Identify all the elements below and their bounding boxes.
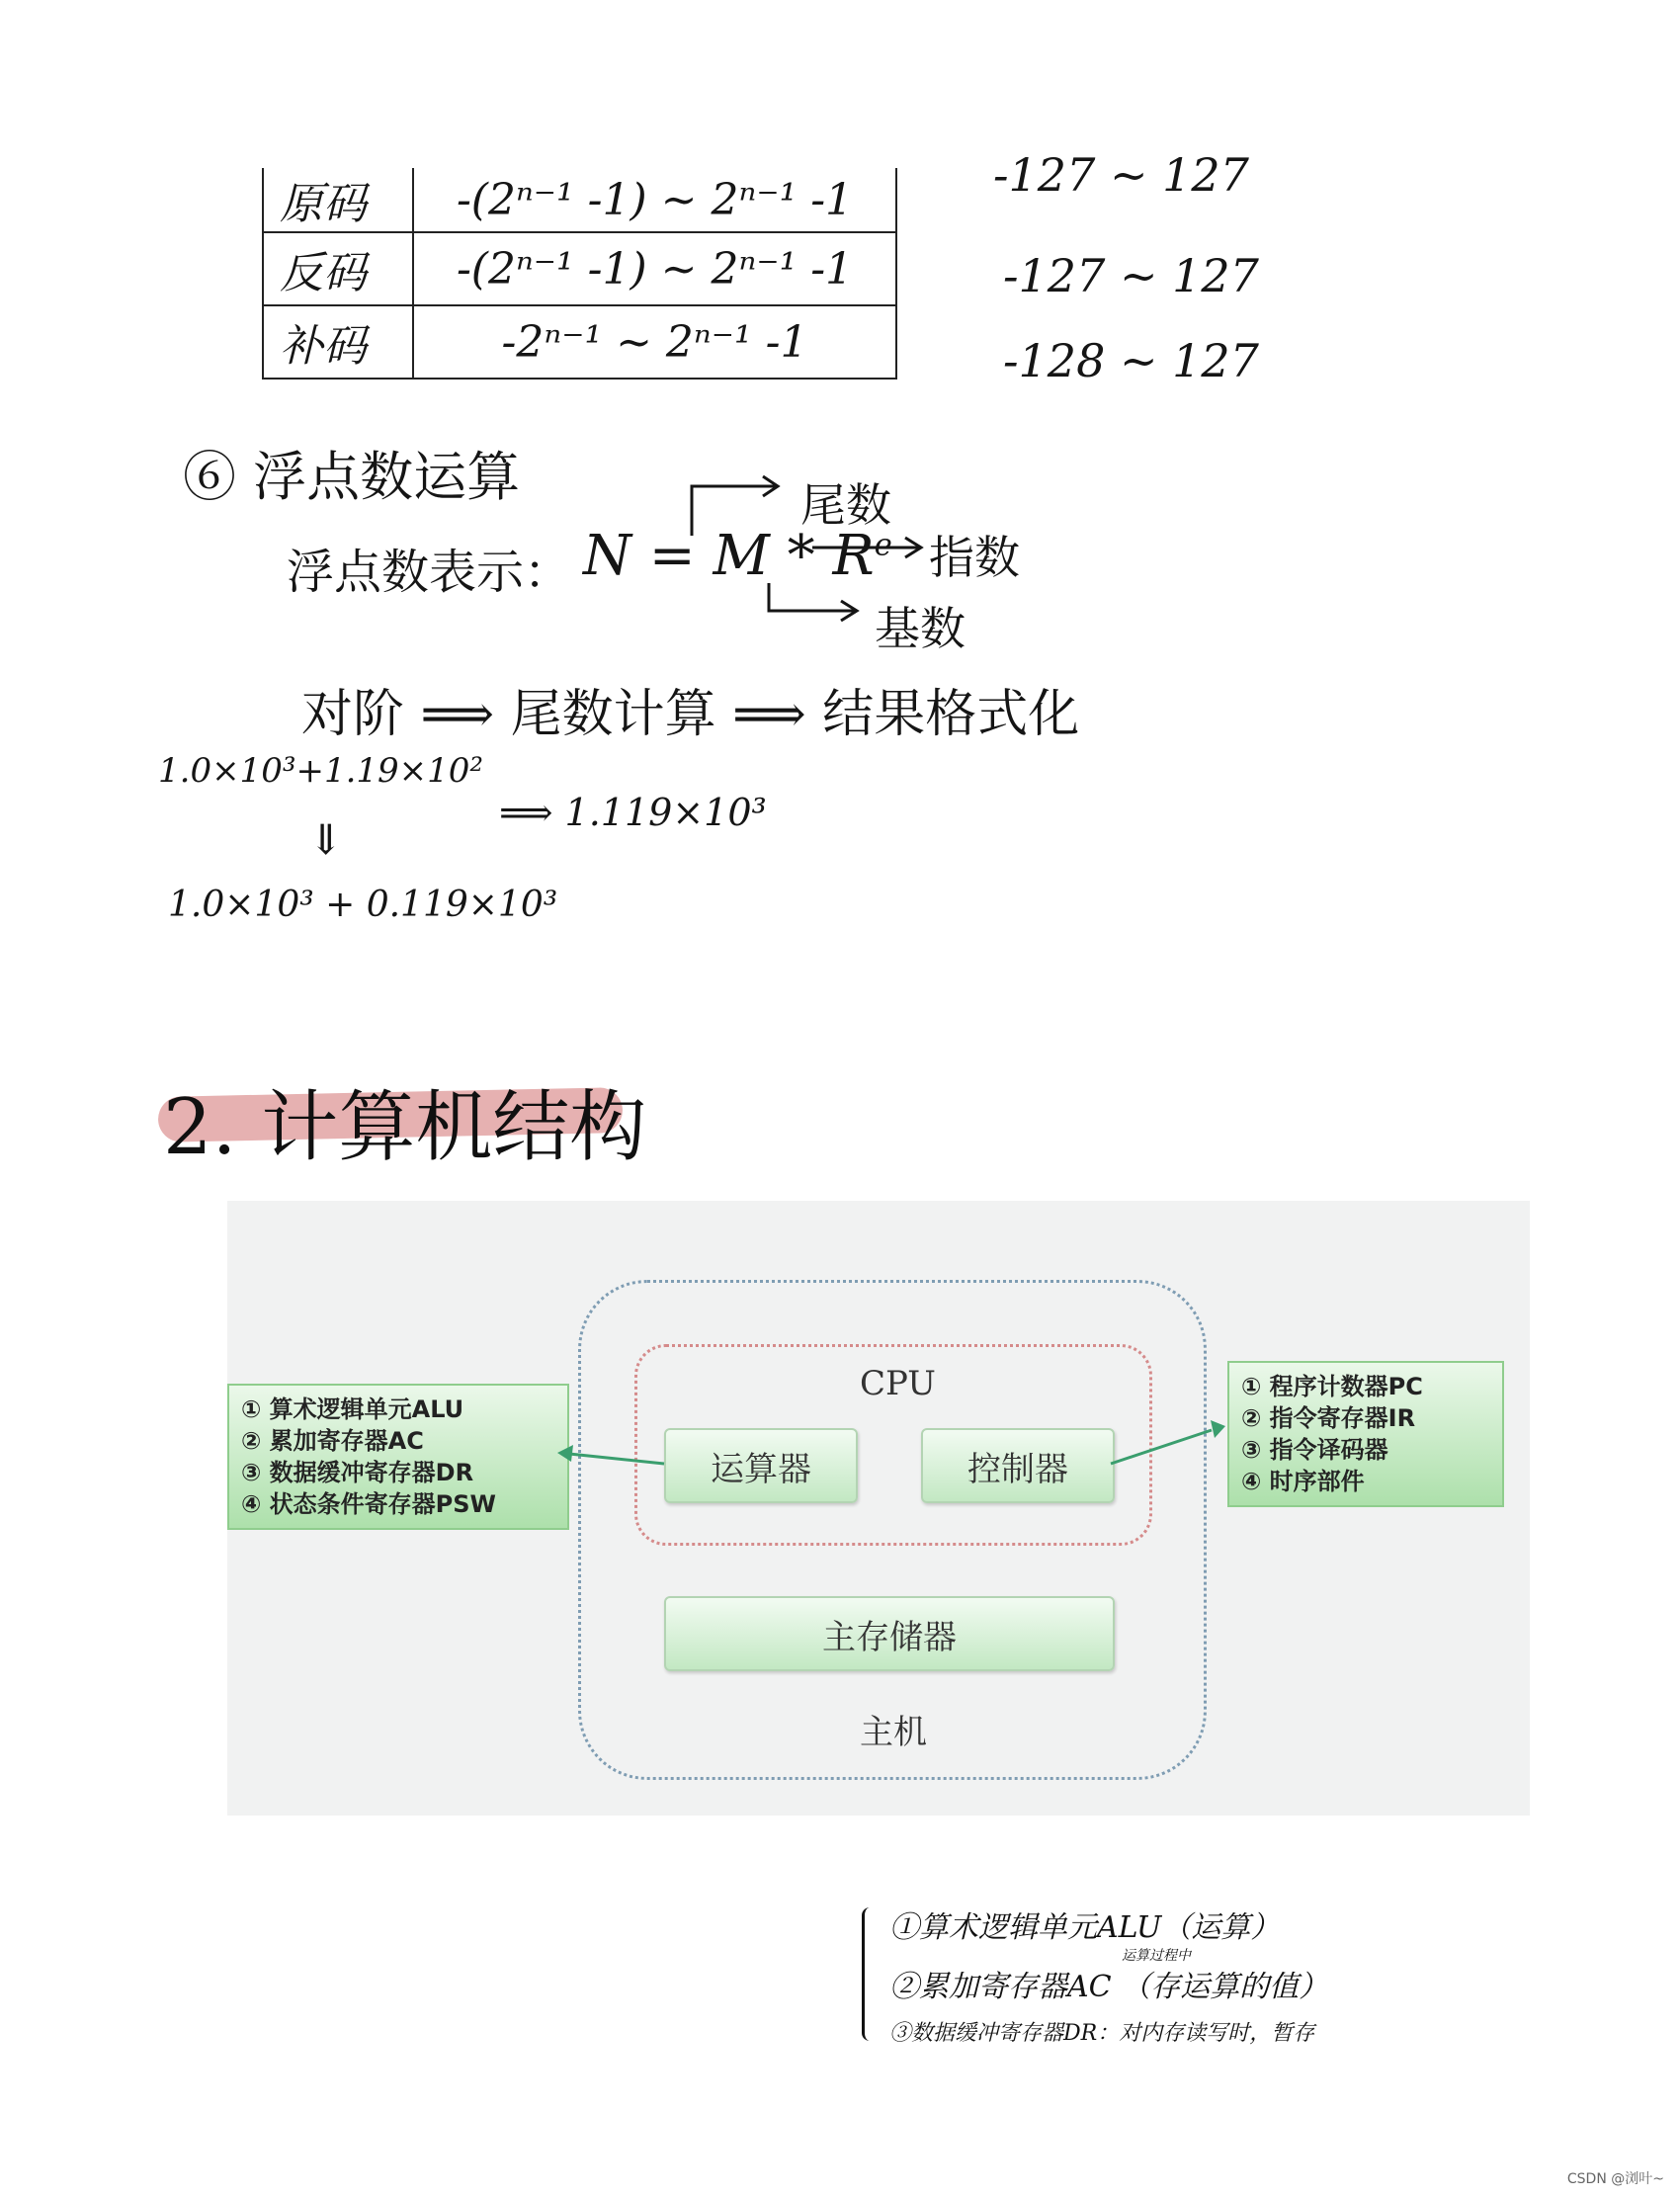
code-formula: -(2ⁿ⁻¹ -1) ~ 2ⁿ⁻¹ -1 [413, 232, 896, 305]
diagram-arrows [227, 1201, 1530, 1816]
note-line1: ①算术逻辑单元ALU（运算） [889, 1910, 1281, 1945]
mantissa-label: 尾数 [800, 478, 891, 532]
code-name: 补码 [263, 305, 413, 379]
float-formula-base: N = M * R [583, 524, 875, 588]
host-label: 主机 [860, 1713, 927, 1752]
list-item: ③ 数据缓冲寄存器DR [241, 1459, 474, 1486]
list-item: ③ 指令译码器 [1241, 1436, 1388, 1464]
code-formula: -(2ⁿ⁻¹ -1) ~ 2ⁿ⁻¹ -1 [413, 168, 896, 232]
list-item: ① 程序计数器PC [1241, 1373, 1423, 1400]
computer-structure-diagram [227, 1201, 1530, 1816]
range-value: -127 ~ 127 [1003, 249, 1259, 302]
range-value: -128 ~ 127 [1003, 334, 1259, 387]
control-box: 控制器 [921, 1428, 1115, 1503]
float-heading: ⑥ 浮点数运算 [183, 446, 521, 508]
section-title: 2. 计算机结构 [163, 1083, 647, 1172]
code-formula: -2ⁿ⁻¹ ~ 2ⁿ⁻¹ -1 [413, 305, 896, 379]
table-row [263, 232, 896, 305]
exponent-label: 指数 [929, 531, 1020, 584]
list-item: ② 累加寄存器AC [241, 1427, 424, 1455]
float-steps: 对阶 ⟹ 尾数计算 ⟹ 结果格式化 [301, 685, 1080, 744]
note-line2-small: 运算过程中 [1122, 1948, 1191, 1964]
note-line2: ②累加寄存器AC （存运算的值） [889, 1970, 1329, 2004]
float-repr-label: 浮点数表示： [287, 545, 572, 600]
table-row [263, 305, 896, 379]
example-line1: 1.0×10³+1.19×10² [158, 751, 484, 791]
down-arrow-icon: ⇓ [308, 815, 344, 864]
range-value: -127 ~ 127 [993, 148, 1249, 202]
list-item: ④ 时序部件 [1241, 1468, 1365, 1495]
example-line2: 1.0×10³ + 0.119×10³ [168, 885, 558, 925]
cpu-label: CPU [860, 1364, 936, 1403]
table-row [263, 168, 896, 232]
code-name: 原码 [263, 168, 413, 232]
note-line3: ③数据缓冲寄存器DR：对内存读写时，暂存 [889, 2021, 1315, 2046]
watermark: CSDN @浏叶~ [1566, 2171, 1664, 2187]
code-name: 反码 [263, 232, 413, 305]
list-item: ④ 状态条件寄存器PSW [241, 1490, 497, 1518]
note-brace [862, 1907, 879, 2041]
main-memory-box: 主存储器 [664, 1596, 1115, 1671]
list-item: ① 算术逻辑单元ALU [241, 1395, 464, 1423]
code-range-table [262, 168, 897, 380]
list-item: ② 指令寄存器IR [1241, 1404, 1416, 1432]
float-formula-exp: e [874, 527, 892, 563]
radix-label: 基数 [875, 602, 966, 655]
alu-box: 运算器 [664, 1428, 858, 1503]
example-result: ⟹ 1.119×10³ [499, 791, 767, 834]
